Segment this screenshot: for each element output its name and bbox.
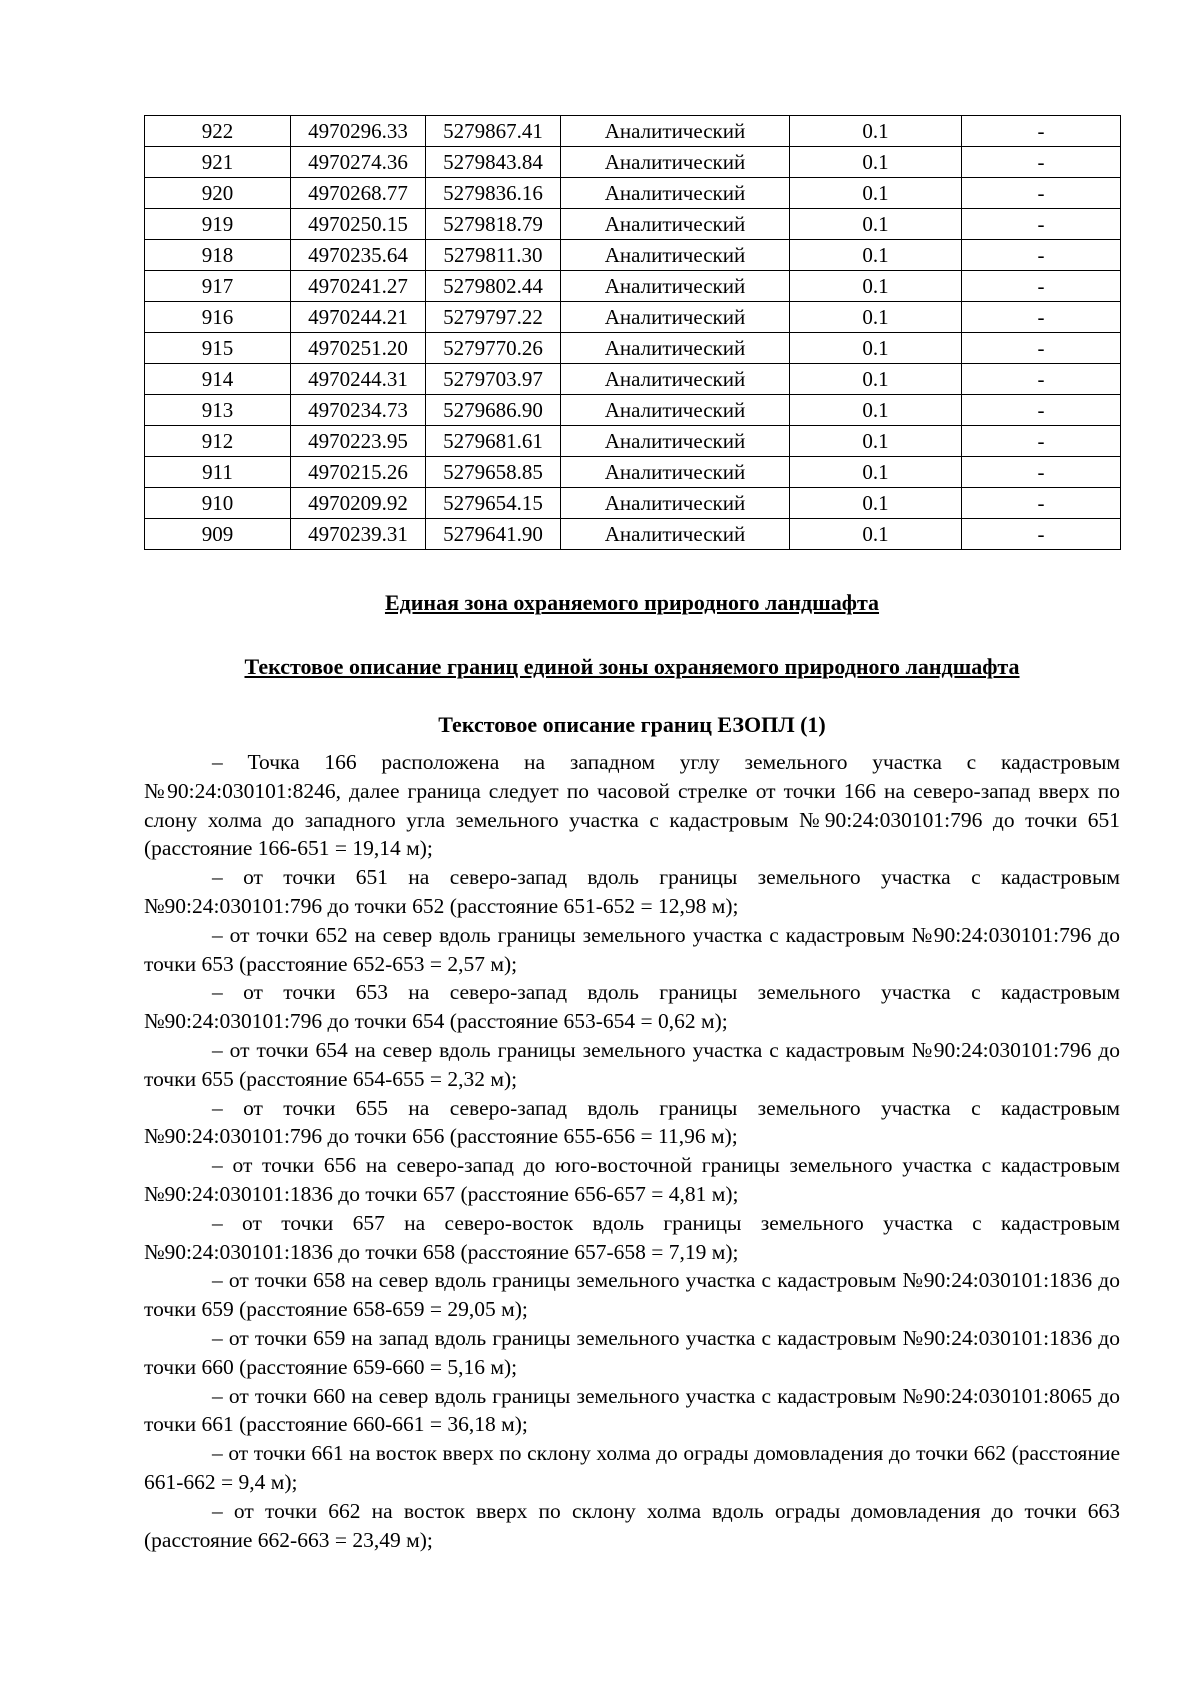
table-row xyxy=(145,426,1121,457)
headings-block xyxy=(144,588,1120,740)
paragraph: – Точка 166 расположена на западном углу земельного участка с кадастровым №90:24:030101:8246, далее граница следует по часовой стрелке от точки 166 на северо-запад вверх по слону холма до западного угла земельного участка с кадастровым №90:24:030101:796 до точки 651 (расстояние 166-651 = 19,14 м); xyxy=(144,750,1120,861)
paragraph: – от точки 660 на север вдоль границы земельного участка с кадастровым №90:24:030101:8065 до точки 661 (расстояние 660-661 = 36,18 м); xyxy=(144,1383,1120,1437)
description-cell: - xyxy=(962,147,1121,178)
description-cell: - xyxy=(962,302,1121,333)
description-cell: - xyxy=(962,457,1121,488)
boundary-description xyxy=(144,748,1120,1554)
point-number-cell: 915 xyxy=(145,333,291,364)
method-cell: Аналитический xyxy=(561,395,790,426)
accuracy-cell: 0.1 xyxy=(790,178,962,209)
y-coordinate-cell: 5279770.26 xyxy=(426,333,561,364)
zone-title: Единая зона охраняемого природного ландшафта xyxy=(384,590,880,615)
x-coordinate-cell: 4970234.73 xyxy=(291,395,426,426)
description-title: Текстовое описание границ единой зоны охраняемого природного ландшафта xyxy=(244,654,1020,679)
accuracy-cell: 0.1 xyxy=(790,395,962,426)
point-number-cell: 917 xyxy=(145,271,291,302)
paragraph: – от точки 652 на север вдоль границы земельного участка с кадастровым №90:24:030101:796 до точки 653 (расстояние 652-653 = 2,57 м); xyxy=(144,922,1120,976)
x-coordinate-cell: 4970268.77 xyxy=(291,178,426,209)
description-cell: - xyxy=(962,333,1121,364)
x-coordinate-cell: 4970209.92 xyxy=(291,488,426,519)
method-cell: Аналитический xyxy=(561,147,790,178)
point-number-cell: 912 xyxy=(145,426,291,457)
point-number-cell: 913 xyxy=(145,395,291,426)
method-cell: Аналитический xyxy=(561,116,790,147)
table-row xyxy=(145,302,1121,333)
point-number-cell: 910 xyxy=(145,488,291,519)
point-number-cell: 916 xyxy=(145,302,291,333)
table-row xyxy=(145,488,1121,519)
accuracy-cell: 0.1 xyxy=(790,364,962,395)
paragraph: – от точки 655 на северо-запад вдоль границы земельного участка с кадастровым №90:24:030101:796 до точки 656 (расстояние 655-656 = 11,96 м); xyxy=(144,1095,1120,1149)
description-cell: - xyxy=(962,271,1121,302)
description-cell: - xyxy=(962,426,1121,457)
accuracy-cell: 0.1 xyxy=(790,519,962,550)
method-cell: Аналитический xyxy=(561,457,790,488)
x-coordinate-cell: 4970244.21 xyxy=(291,302,426,333)
description-cell: - xyxy=(962,240,1121,271)
y-coordinate-cell: 5279797.22 xyxy=(426,302,561,333)
table-row xyxy=(145,271,1121,302)
point-number-cell: 909 xyxy=(145,519,291,550)
table-row xyxy=(145,147,1121,178)
paragraph: – от точки 653 на северо-запад вдоль границы земельного участка с кадастровым №90:24:030101:796 до точки 654 (расстояние 653-654 = 0,62 м); xyxy=(144,980,1120,1034)
description-cell: - xyxy=(962,364,1121,395)
y-coordinate-cell: 5279686.90 xyxy=(426,395,561,426)
accuracy-cell: 0.1 xyxy=(790,426,962,457)
y-coordinate-cell: 5279641.90 xyxy=(426,519,561,550)
section-title: Текстовое описание границ ЕЗОПЛ (1) xyxy=(438,712,826,737)
accuracy-cell: 0.1 xyxy=(790,147,962,178)
method-cell: Аналитический xyxy=(561,302,790,333)
method-cell: Аналитический xyxy=(561,426,790,457)
x-coordinate-cell: 4970239.31 xyxy=(291,519,426,550)
y-coordinate-cell: 5279654.15 xyxy=(426,488,561,519)
table-row xyxy=(145,178,1121,209)
description-cell: - xyxy=(962,209,1121,240)
y-coordinate-cell: 5279658.85 xyxy=(426,457,561,488)
accuracy-cell: 0.1 xyxy=(790,209,962,240)
accuracy-cell: 0.1 xyxy=(790,457,962,488)
point-number-cell: 920 xyxy=(145,178,291,209)
point-number-cell: 919 xyxy=(145,209,291,240)
x-coordinate-cell: 4970274.36 xyxy=(291,147,426,178)
method-cell: Аналитический xyxy=(561,333,790,364)
description-cell: - xyxy=(962,519,1121,550)
x-coordinate-cell: 4970244.31 xyxy=(291,364,426,395)
method-cell: Аналитический xyxy=(561,240,790,271)
description-cell: - xyxy=(962,178,1121,209)
description-cell: - xyxy=(962,116,1121,147)
description-cell: - xyxy=(962,488,1121,519)
accuracy-cell: 0.1 xyxy=(790,302,962,333)
method-cell: Аналитический xyxy=(561,178,790,209)
y-coordinate-cell: 5279802.44 xyxy=(426,271,561,302)
table-row xyxy=(145,519,1121,550)
method-cell: Аналитический xyxy=(561,488,790,519)
paragraph: – от точки 656 на северо-запад до юго-восточной границы земельного участка с кадастровым №90:24:030101:1836 до точки 657 (расстояние 656-657 = 4,81 м); xyxy=(144,1153,1120,1206)
y-coordinate-cell: 5279703.97 xyxy=(426,364,561,395)
point-number-cell: 922 xyxy=(145,116,291,147)
accuracy-cell: 0.1 xyxy=(790,240,962,271)
paragraph: – от точки 659 на запад вдоль границы земельного участка с кадастровым №90:24:030101:1836 до точки 660 (расстояние 659-660 = 5,16 м); xyxy=(144,1325,1120,1379)
paragraph: – от точки 662 на восток вверх по склону холма вдоль ограды домовладения до точки 663 (расстояние 662-663 = 23,49 м); xyxy=(144,1498,1120,1552)
accuracy-cell: 0.1 xyxy=(790,333,962,364)
point-number-cell: 921 xyxy=(145,147,291,178)
table-row xyxy=(145,457,1121,488)
point-number-cell: 918 xyxy=(145,240,291,271)
paragraph: – от точки 654 на север вдоль границы земельного участка с кадастровым №90:24:030101:796 до точки 655 (расстояние 654-655 = 2,32 м); xyxy=(144,1037,1120,1091)
y-coordinate-cell: 5279843.84 xyxy=(426,147,561,178)
x-coordinate-cell: 4970223.95 xyxy=(291,426,426,457)
x-coordinate-cell: 4970296.33 xyxy=(291,116,426,147)
table-row xyxy=(145,364,1121,395)
method-cell: Аналитический xyxy=(561,519,790,550)
accuracy-cell: 0.1 xyxy=(790,271,962,302)
coordinates-table xyxy=(144,115,1121,550)
paragraph: – от точки 657 на северо-восток вдоль границы земельного участка с кадастровым №90:24:030101:1836 до точки 658 (расстояние 657-658 = 7,19 м); xyxy=(144,1210,1120,1264)
table-row xyxy=(145,116,1121,147)
paragraph: – от точки 658 на север вдоль границы земельного участка с кадастровым №90:24:030101:1836 до точки 659 (расстояние 658-659 = 29,05 м); xyxy=(144,1268,1120,1322)
description-cell: - xyxy=(962,395,1121,426)
table-row xyxy=(145,209,1121,240)
accuracy-cell: 0.1 xyxy=(790,488,962,519)
y-coordinate-cell: 5279818.79 xyxy=(426,209,561,240)
paragraph: – от точки 661 на восток вверх по склону холма до ограды домовладения до точки 662 (расстояние 661-662 = 9,4 м); xyxy=(144,1441,1120,1494)
x-coordinate-cell: 4970250.15 xyxy=(291,209,426,240)
method-cell: Аналитический xyxy=(561,271,790,302)
x-coordinate-cell: 4970241.27 xyxy=(291,271,426,302)
y-coordinate-cell: 5279681.61 xyxy=(426,426,561,457)
x-coordinate-cell: 4970251.20 xyxy=(291,333,426,364)
paragraph: – от точки 651 на северо-запад вдоль границы земельного участка с кадастровым №90:24:030101:796 до точки 652 (расстояние 651-652 = 12,98 м); xyxy=(144,865,1120,918)
method-cell: Аналитический xyxy=(561,209,790,240)
point-number-cell: 914 xyxy=(145,364,291,395)
coordinates-table-body xyxy=(145,116,1121,550)
x-coordinate-cell: 4970215.26 xyxy=(291,457,426,488)
table-row xyxy=(145,333,1121,364)
x-coordinate-cell: 4970235.64 xyxy=(291,240,426,271)
table-row xyxy=(145,240,1121,271)
method-cell: Аналитический xyxy=(561,364,790,395)
point-number-cell: 911 xyxy=(145,457,291,488)
y-coordinate-cell: 5279836.16 xyxy=(426,178,561,209)
y-coordinate-cell: 5279811.30 xyxy=(426,240,561,271)
accuracy-cell: 0.1 xyxy=(790,116,962,147)
table-row xyxy=(145,395,1121,426)
y-coordinate-cell: 5279867.41 xyxy=(426,116,561,147)
